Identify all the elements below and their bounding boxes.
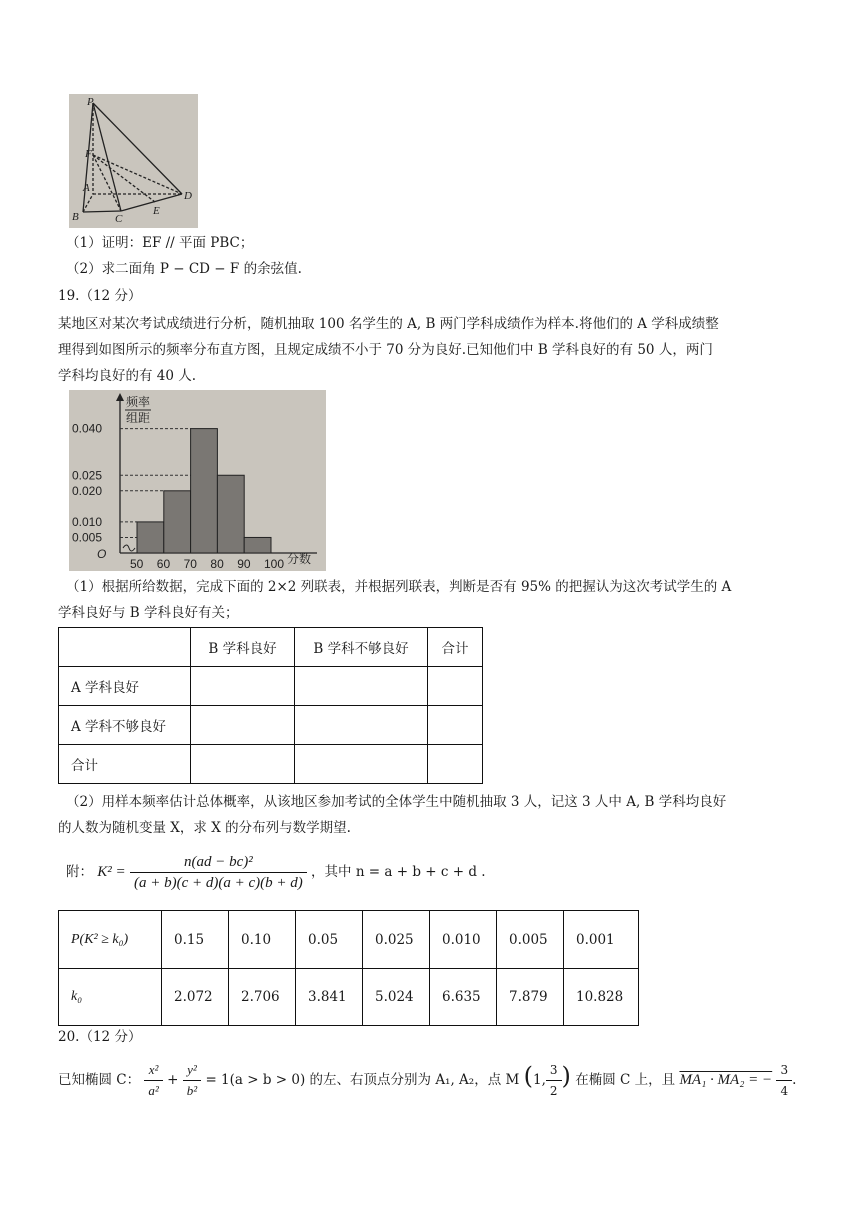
k-table-p-value: 0.10 [229,911,296,969]
value-den: 4 [780,1084,789,1098]
histogram-figure [69,390,326,571]
ylabel-top: 频率 [126,395,151,409]
q19-intro-line3: 学科均良好的有 40 人. [58,368,197,384]
label-E: E [153,205,160,217]
vector-expression: MA₁ · MA₂ = − [679,1072,773,1088]
label-A: A [83,182,90,194]
q19-part1-line1: （1）根据所给数据，完成下面的 2×2 列联表，并根据列联表，判断是否有 95% 的把握认为这次考试学生的 A [66,579,732,595]
ellipse-y-term [183,1060,201,1101]
q19-part2-line1: （2）用样本频率估计总体概率，从该地区参加考试的全体学生中随机抽取 3 人，记这 3 人中 A, B 学科均良好 [66,794,727,810]
x-tick-label: 50 [130,557,144,571]
label-P: P [87,96,94,108]
value-num: 3 [776,1060,792,1081]
histogram-chart [69,390,326,571]
x-tick-label: 100 [264,557,285,571]
pyramid-figure [69,94,198,228]
ct-cell [191,667,295,706]
x-axis-label: 分数 [287,552,312,566]
dot-product-value [776,1060,792,1101]
ct-cell [295,667,428,706]
q20-eq-rest: = 1(a > b > 0) 的左、右顶点分别为 A₁, A₂，点 M [205,1072,520,1088]
x-tick-label: 90 [237,557,251,571]
label-F: F [85,148,92,160]
formula-denominator: (a + b)(c + d)(a + c)(b + d) [133,875,303,891]
y-tick-label: 0.025 [72,468,103,483]
ct-header-blank [59,628,191,667]
histogram-bar [191,429,218,553]
k-table-row1-label: P(K² ≥ k₀) [59,911,162,969]
k-table-p-value: 0.010 [430,911,497,969]
axis-break [123,545,135,551]
k-table-p-value: 0.005 [497,911,564,969]
y-tick-label: 0.010 [72,514,103,529]
k-table-k-value: 10.828 [564,969,639,1026]
contingency-table [58,627,483,784]
formula-suffix: ，其中 n = a + b + c + d . [311,864,486,880]
k-table-k-value: 5.024 [363,969,430,1026]
k-table-p-value: 0.025 [363,911,430,969]
k-table-p-value: 0.001 [564,911,639,969]
histogram-bar [217,475,244,553]
point-M-y [546,1060,562,1101]
point-M-num: 3 [546,1060,562,1081]
q19-part2-line2: 的人数为随机变量 X，求 X 的分布列与数学期望. [58,820,351,836]
q18-part2: （2）求二面角 P − CD − F 的余弦值. [66,261,302,277]
ct-cell [191,745,295,784]
k-table-row2-label: k₀ [59,969,162,1026]
ct-cell [295,706,428,745]
q20-prefix: 已知椭圆 C： [58,1072,141,1088]
ellipse-y-num: y² [183,1060,201,1081]
y-tick-label: 0.005 [72,530,103,545]
k-table-k-value: 2.706 [229,969,296,1026]
k-critical-table [58,910,639,1026]
point-M-den: 2 [549,1084,558,1098]
ellipse-x-den: a² [148,1083,159,1098]
x-tick-label: 70 [183,557,197,571]
histogram-bar [164,491,191,553]
y-axis-arrow [116,393,124,401]
q18-part1: （1）证明：EF // 平面 PBC； [66,235,254,251]
ct-header-b-notgood: B 学科不够良好 [295,628,428,667]
k-table-p-value: 0.05 [296,911,363,969]
ylabel-bottom: 组距 [126,411,151,425]
ellipse-x-term [144,1060,162,1101]
ct-header-total: 合计 [428,628,483,667]
x-tick-label: 60 [156,557,171,571]
x-tick-label: 80 [210,557,224,571]
k-table-k-value: 2.072 [162,969,229,1026]
ct-row-total: 合计 [59,745,191,784]
ct-cell [428,667,483,706]
histogram-bar [137,522,164,553]
ct-cell [428,706,483,745]
q19-intro-line1: 某地区对某次考试成绩进行分析，随机抽取 100 名学生的 A, B 两门学科成绩作为样本.将他们的 A 学科成绩整 [58,316,719,332]
k-table-k-value: 7.879 [497,969,564,1026]
formula-lhs: K² = [97,864,126,880]
q19-heading: 19.（12 分） [58,288,142,304]
ct-row-a-good: A 学科良好 [59,667,191,706]
y-tick-label: 0.020 [72,483,103,498]
ct-cell [191,706,295,745]
point-M-x: 1, [533,1072,546,1088]
label-D: D [184,190,192,202]
q20-text: 已知椭圆 C： $\frac{\text{x²}}{\text{a²}}$ + $\frac{\text{y²}}{\text{b²}}$ = 1(a > b > 0) 的左、右顶点分别为 A₁, A₂，点 M (1, $\frac{3}{2}$ ) 在椭圆 C 上，且 MA₁ · MA₂ = − $\frac{3}{4}$ . [58,1060,796,1101]
k-table-k-value: 3.841 [296,969,363,1026]
q19-part1-line2: 学科良好与 B 学科良好有关； [58,605,239,621]
ellipse-x-num: x² [144,1060,162,1081]
q19-intro-line2: 理得到如图所示的频率分布直方图，且规定成绩不小于 70 分为良好.已知他们中 B 学科良好的有 50 人，两门 [58,342,713,358]
ct-row-a-notgood: A 学科不够良好 [59,706,191,745]
appendix-prefix: 附： [66,864,93,880]
q20-mid: 在椭圆 C 上，且 [575,1072,676,1088]
formula-fraction [130,852,307,893]
k-table-p-value: 0.15 [162,911,229,969]
ct-cell [428,745,483,784]
q20-heading: 20.（12 分） [58,1029,142,1045]
y-tick-label: 0.040 [72,421,103,436]
label-C: C [115,213,123,225]
ellipse-y-den: b² [186,1083,198,1098]
origin-label: O [97,547,107,561]
k-table-k-value: 6.635 [430,969,497,1026]
formula-numerator: n(ad − bc)² [130,852,307,873]
appendix-formula [66,852,486,893]
histogram-bar [244,537,271,553]
label-B: B [72,211,79,223]
ct-header-b-good: B 学科良好 [191,628,295,667]
ct-cell [295,745,428,784]
